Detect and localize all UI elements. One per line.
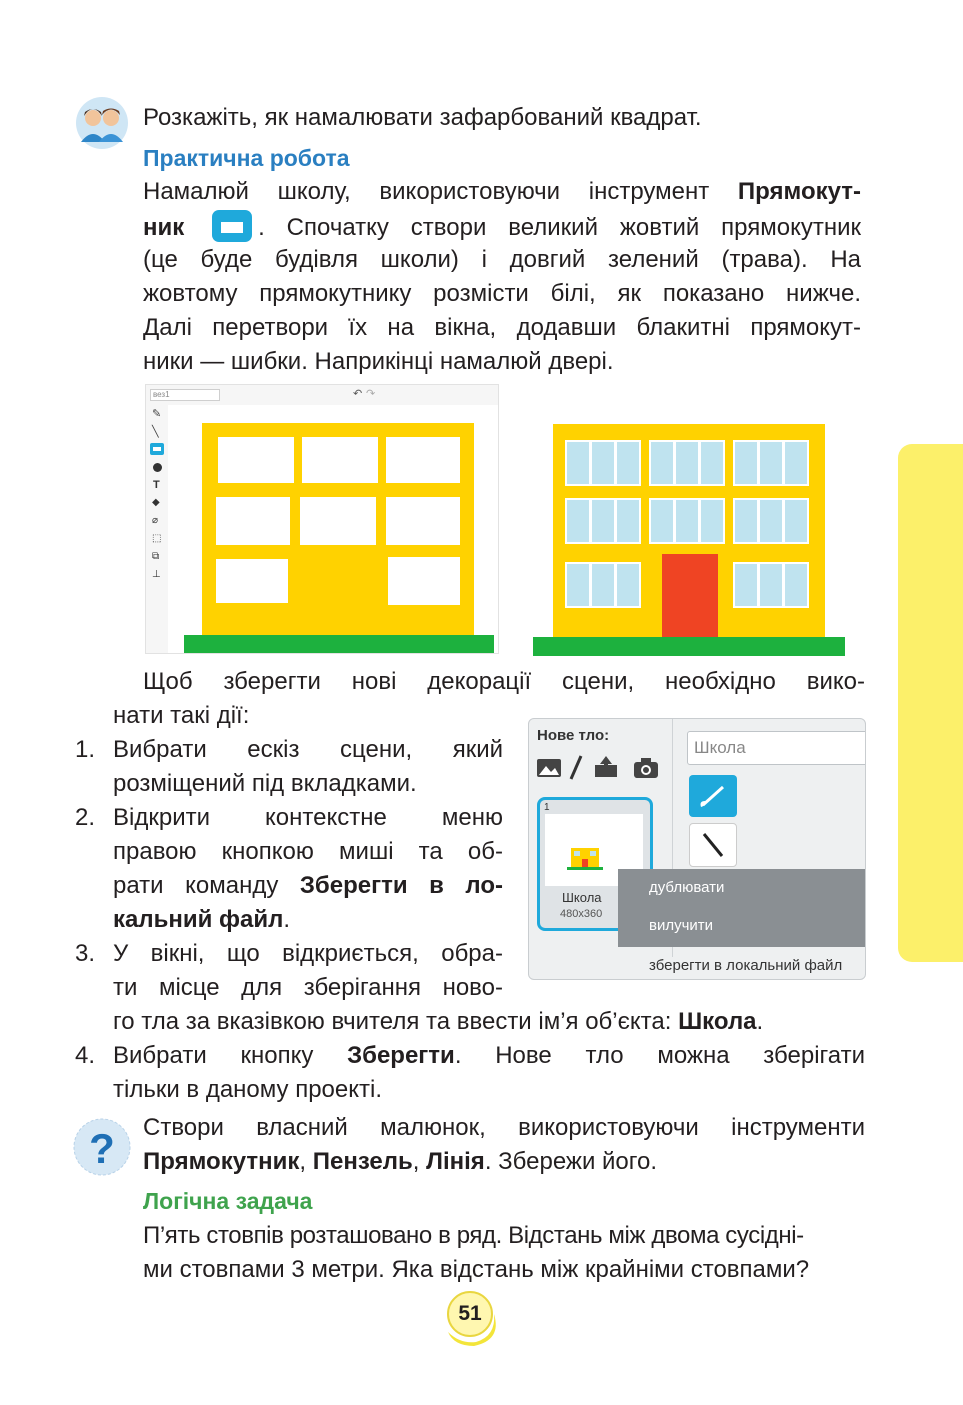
window-pane [617, 564, 639, 606]
window-pane [567, 500, 589, 542]
side-tab [898, 444, 963, 962]
window-rect [302, 437, 378, 483]
rectangle-tool-icon [210, 209, 254, 243]
svg-text:?: ? [89, 1125, 115, 1172]
step-3-line-3: го тла за вказівкою вчителя та ввести ім’я об’єкта: Школа. [113, 1008, 764, 1035]
upload-icon[interactable] [593, 755, 619, 784]
step-number: 4. [75, 1042, 96, 1069]
context-menu [618, 869, 866, 947]
window [565, 440, 641, 486]
window-pane [592, 500, 614, 542]
backdrop-name-input[interactable]: Школа [687, 731, 866, 765]
logic-line-1: П’ять стовпів розташовано в ряд. Відстань між двома сусідні- [143, 1222, 804, 1249]
backdrop-panel [528, 718, 866, 980]
menu-item-save-local[interactable]: зберегти в локальний файл [649, 957, 843, 974]
school-drawing [532, 420, 846, 656]
window [733, 562, 809, 608]
new-backdrop-label: Нове тло: [537, 727, 610, 744]
practical-heading: Практична робота [143, 145, 350, 171]
rectangle-icon[interactable] [150, 443, 164, 455]
window-rect [386, 497, 460, 545]
practical-line-5: Далі перетвори їх на вікна, додавши блакитні прямокут- [143, 314, 861, 341]
question-line-2: Прямокутник, Пензель, Лінія. Збережи його. [143, 1148, 658, 1175]
drawing-canvas [168, 405, 498, 653]
fill-icon[interactable]: ◆ [152, 497, 160, 508]
step-number: 1. [75, 736, 96, 763]
step-1-line-1: Вибрати ескіз сцени, який [113, 736, 503, 763]
window-rect [386, 437, 460, 483]
brush-icon[interactable]: ✎ [152, 408, 162, 420]
paint-editor-figure [145, 384, 499, 654]
window-pane [676, 442, 698, 484]
menu-item-delete[interactable]: вилучити [649, 917, 714, 934]
logic-heading: Логічна задача [143, 1188, 313, 1214]
window-pane [735, 500, 757, 542]
window-pane [735, 442, 757, 484]
eraser-icon[interactable]: ⌀ [152, 515, 159, 526]
save-intro-line-2: нати такі дії: [113, 702, 250, 729]
door-rect [662, 554, 718, 638]
window-pane [617, 500, 639, 542]
grass-rect [533, 637, 845, 656]
discussion-text: Розкажіть, як намалювати зафарбований квадрат. [143, 104, 702, 131]
window-rect [218, 437, 294, 483]
practical-line-2: ник . Спочатку створи великий жовтий прямокутник [143, 209, 861, 245]
paint-backdrop-library-icon[interactable] [536, 757, 562, 784]
question-line-1: Створи власний малюнок, використовуючи інструменти [143, 1114, 865, 1141]
window-pane [785, 564, 807, 606]
step-2-line-2: правою кнопкою миші та об- [113, 838, 503, 865]
window-rect [388, 557, 460, 605]
window [733, 440, 809, 486]
window-rect [216, 497, 290, 545]
discussion-people-icon [73, 96, 131, 150]
menu-item-duplicate[interactable]: дублювати [649, 879, 725, 896]
window-pane [592, 564, 614, 606]
practical-line-6: ники — шибки. Наприкінці намалюй двері. [143, 348, 614, 375]
thumbnail-name: Школа [562, 890, 602, 905]
grass-rect [184, 635, 494, 653]
thumbnail-number: 1 [544, 802, 550, 813]
window-pane [701, 442, 723, 484]
paint-brush-icon[interactable] [568, 755, 584, 786]
step-3-line-2: ти місце для зберігання ново- [113, 974, 503, 1001]
thumbnail-size: 480x360 [560, 908, 603, 920]
step-4-line-2: тільки в даному проекті. [113, 1076, 383, 1103]
logic-line-2: ми стовпами 3 метри. Яка відстань між крайніми стовпами? [143, 1256, 810, 1283]
step-number: 2. [75, 804, 96, 831]
select-icon[interactable]: ⬚ [152, 533, 162, 544]
window-pane [617, 442, 639, 484]
window-pane [735, 564, 757, 606]
window-pane [567, 564, 589, 606]
question-icon [73, 1118, 131, 1176]
practical-line-4: жовтому прямокутнику розмісти білі, як показано нижче. [143, 280, 861, 307]
window-pane [651, 500, 673, 542]
stamp-icon[interactable]: ⊥ [152, 569, 161, 580]
window-pane [676, 500, 698, 542]
ellipse-icon[interactable] [153, 463, 162, 472]
window-pane [760, 500, 782, 542]
window-pane [567, 442, 589, 484]
school-mini-icon [571, 848, 599, 868]
window [733, 498, 809, 544]
redo-icon: ↷ [366, 388, 376, 400]
camera-icon[interactable] [633, 757, 659, 784]
window-rect [216, 559, 288, 603]
line-tool-button[interactable] [689, 823, 737, 867]
undo-icon: ↶ [353, 388, 363, 400]
step-2-line-4: кальний файл. [113, 906, 291, 933]
page-number: 51 [447, 1291, 493, 1337]
window-pane [785, 442, 807, 484]
window-pane [701, 500, 723, 542]
line-icon[interactable]: ╲ [152, 426, 159, 438]
window [649, 498, 725, 544]
window [565, 498, 641, 544]
step-2-line-1: Відкрити контекстне меню [113, 804, 503, 831]
window-pane [760, 564, 782, 606]
window-pane [785, 500, 807, 542]
window-pane [760, 442, 782, 484]
save-intro-line-1: Щоб зберегти нові декорації сцени, необхідно вико- [143, 668, 865, 695]
window-pane [592, 442, 614, 484]
window [565, 562, 641, 608]
window-pane [651, 442, 673, 484]
window [649, 440, 725, 486]
step-4-line-1: Вибрати кнопку Зберегти. Нове тло можна зберігати [113, 1042, 865, 1069]
practical-line-1: Намалюй школу, використовуючи інструмент Прямокут- [143, 178, 861, 205]
duplicate-icon[interactable]: ⧉ [152, 551, 160, 562]
step-2-line-3: рати команду Зберегти в ло- [113, 872, 504, 899]
tool-palette [148, 405, 166, 591]
step-1-line-2: розміщений під вкладками. [113, 770, 417, 797]
window-rect [300, 497, 376, 545]
text-tool-icon[interactable]: T [153, 479, 160, 491]
brush-tool-button[interactable] [689, 775, 737, 817]
costume-name-field: вез1 [150, 389, 220, 401]
step-3-line-1: У вікні, що відкриється, обра- [113, 940, 503, 967]
practical-line-3: (це буде будівля школи) і довгий зелений (трава). На [143, 246, 861, 273]
step-number: 3. [75, 940, 96, 967]
